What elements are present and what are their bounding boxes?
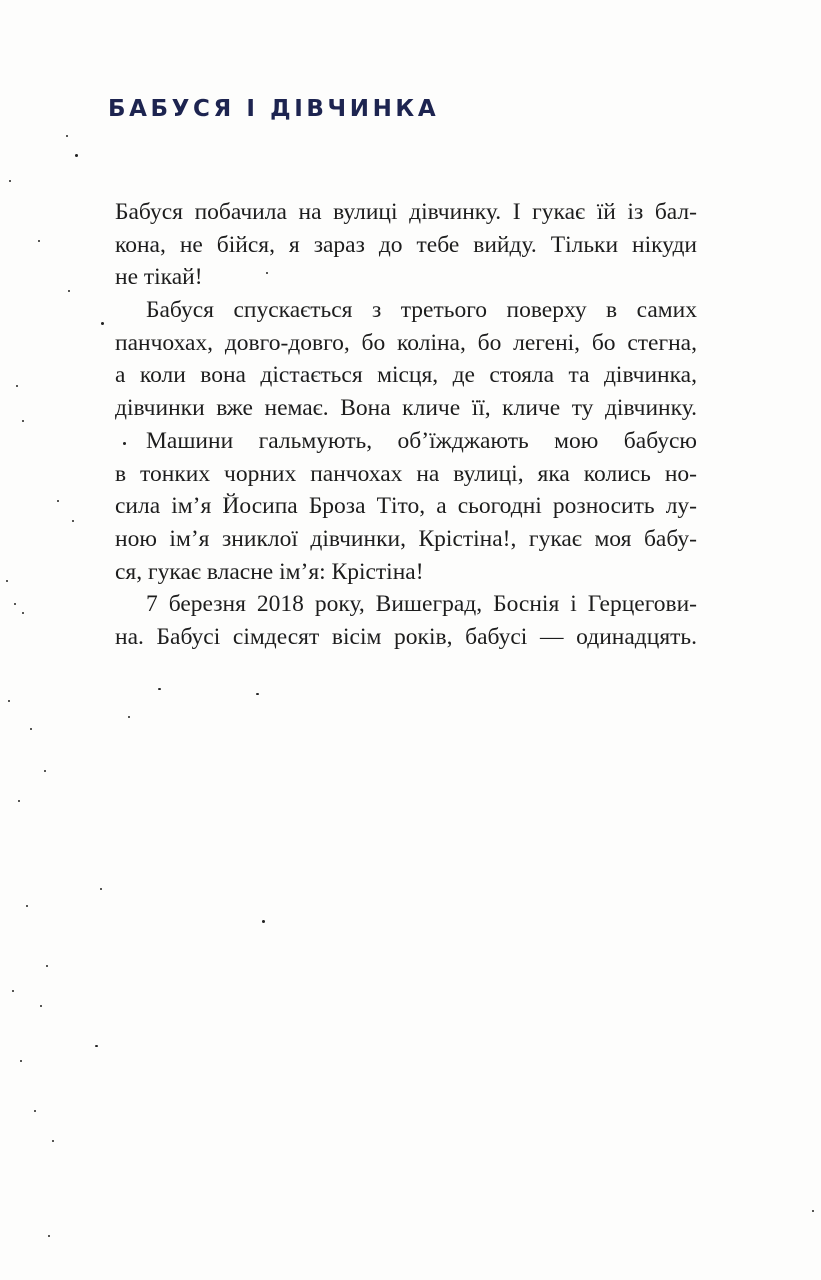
ink-speck xyxy=(75,154,78,157)
ink-speck xyxy=(9,180,11,182)
ink-speck xyxy=(38,240,40,242)
ink-speck xyxy=(57,500,59,502)
ink-speck xyxy=(68,290,70,292)
text-line: а коли вона дістається місця, де стояла та дівчинка, xyxy=(115,362,697,389)
chapter-body xyxy=(115,196,697,654)
ink-speck xyxy=(101,322,104,325)
ink-speck xyxy=(72,520,74,522)
ink-speck xyxy=(22,420,24,422)
text-line: сила ім’я Йосипа Броза Тіто, а сьогодні розносить лу- xyxy=(115,493,697,520)
ink-speck xyxy=(34,1110,36,1112)
ink-speck xyxy=(100,888,102,890)
ink-speck xyxy=(128,716,130,718)
ink-speck xyxy=(46,965,48,967)
ink-speck xyxy=(40,1005,42,1007)
ink-speck xyxy=(16,385,18,387)
text-line: в тонких чорних панчохах на вулиці, яка колись но- xyxy=(115,460,697,487)
ink-speck xyxy=(30,728,32,730)
text-line: панчохах, довго-довго, бо коліна, бо легені, бо стегна, xyxy=(115,329,697,356)
ink-speck xyxy=(52,1140,54,1142)
ink-speck xyxy=(22,612,24,614)
text-line: 7 березня 2018 року, Вишеград, Боснія і Герцегови- xyxy=(146,591,697,618)
ink-speck xyxy=(66,135,68,137)
ink-speck xyxy=(48,1235,50,1237)
ink-speck xyxy=(14,603,16,605)
ink-speck xyxy=(6,580,8,582)
ink-speck xyxy=(18,800,20,802)
ink-speck xyxy=(256,693,259,695)
text-line: на. Бабусі сімдесят вісім років, бабусі — одинадцять. xyxy=(115,623,697,650)
text-line: дівчинки вже немає. Вона кличе її, кличе ту дівчинку. xyxy=(115,395,697,422)
text-line: ною ім’я зниклої дівчинки, Крістіна!, гукає моя бабу- xyxy=(115,525,697,552)
text-line: ся, гукає власне ім’я: Крістіна! xyxy=(115,558,424,585)
text-line: не тікай! xyxy=(115,264,203,291)
text-line: Бабуся спускається з третього поверху в самих xyxy=(146,297,697,324)
ink-speck xyxy=(44,770,46,772)
text-line: Бабуся побачила на вулиці дівчинку. І гукає їй із бал- xyxy=(115,199,697,225)
ink-speck xyxy=(20,1060,22,1062)
ink-speck xyxy=(158,688,161,690)
ink-speck xyxy=(12,990,14,992)
ink-speck xyxy=(95,1045,98,1047)
text-line: кона, не бійся, я зараз до тебе вийду. Тільки нікуди xyxy=(115,231,697,258)
text-line: Машини гальмують, об’їжджають мою бабусю xyxy=(146,427,697,454)
ink-speck xyxy=(26,905,28,907)
chapter-title: БАБУСЯ І ДІВЧИНКА xyxy=(108,96,440,122)
ink-speck xyxy=(262,920,265,923)
ink-speck xyxy=(8,700,10,702)
ink-speck xyxy=(812,1210,814,1212)
